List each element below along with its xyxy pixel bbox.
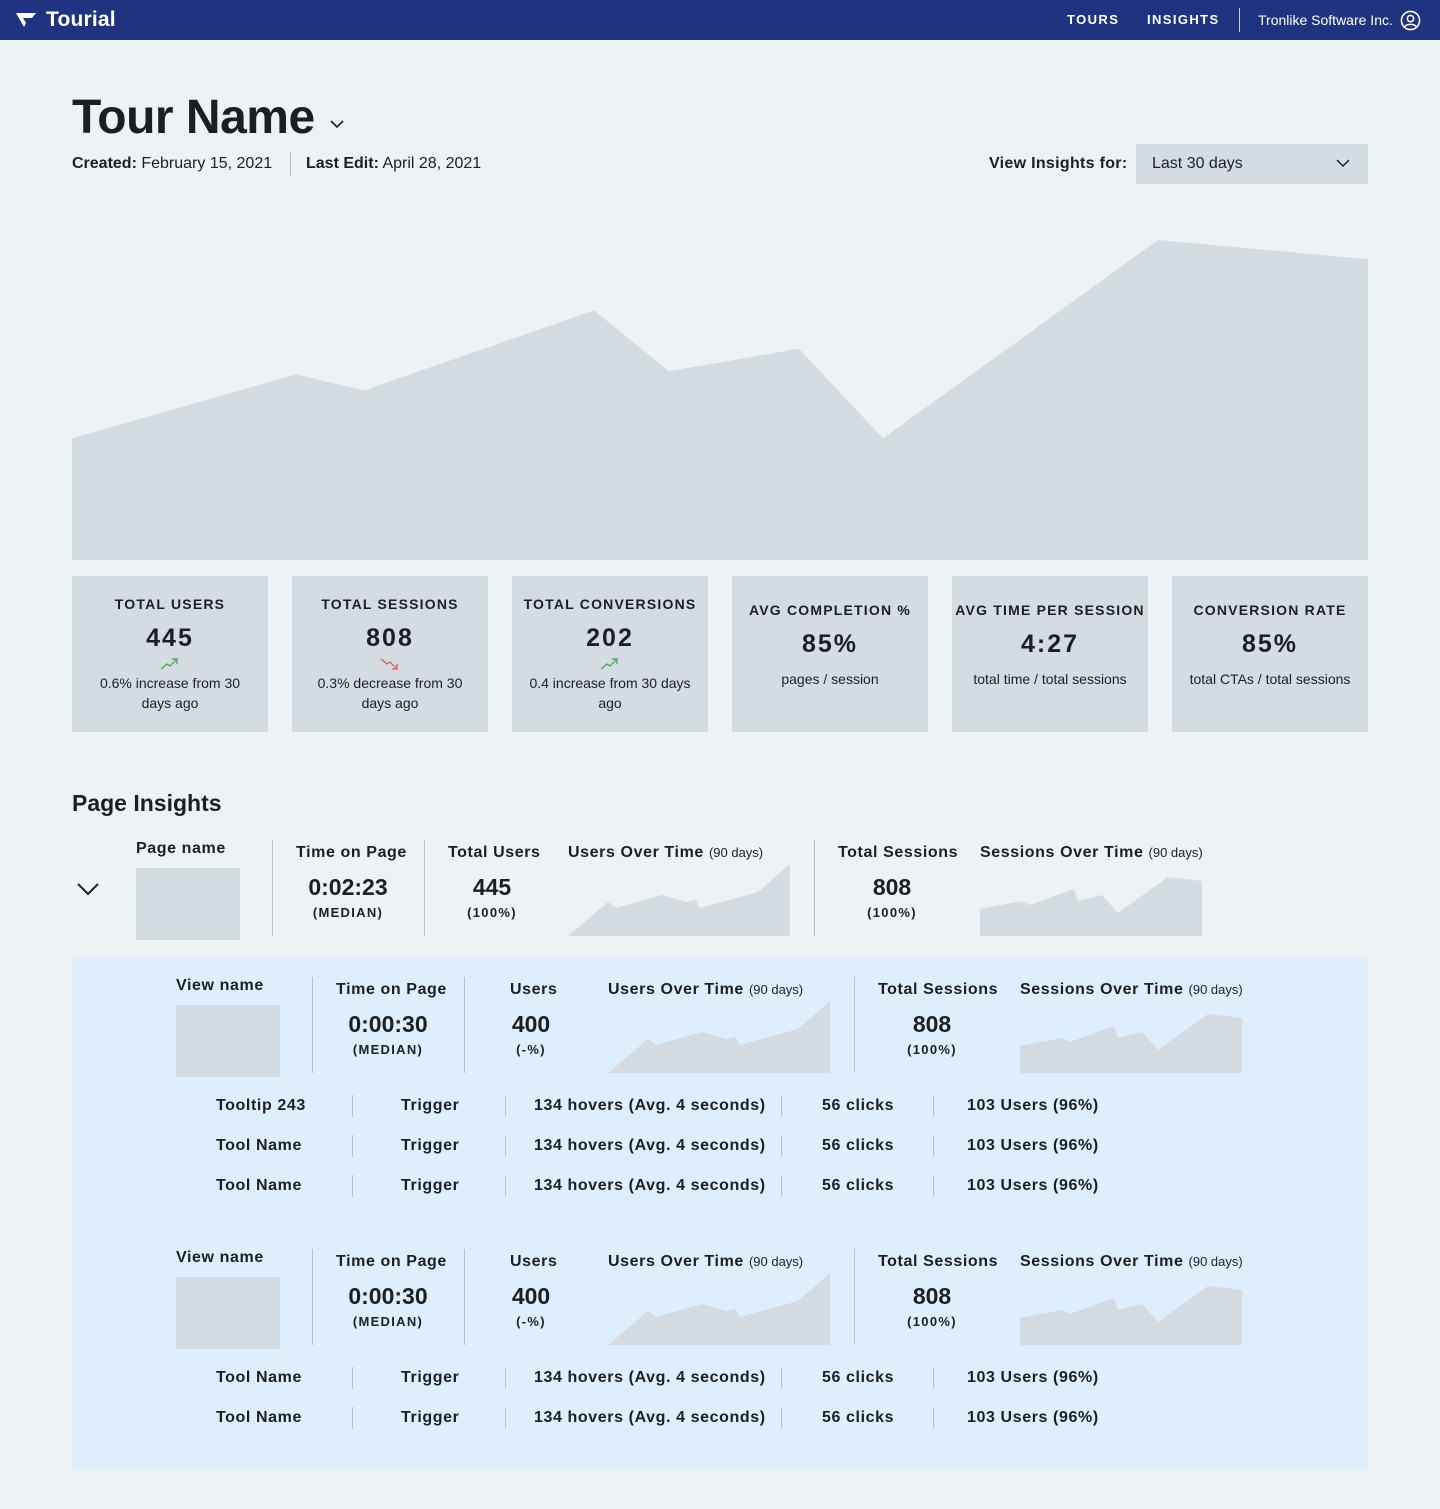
kpi-subtext: 0.4 increase from 30 days ago xyxy=(529,675,691,711)
column-divider xyxy=(464,977,465,1073)
kpi-value: 85% xyxy=(801,630,859,658)
tool-clicks: 56 clicks xyxy=(822,1177,895,1194)
tool-users: 103 Users (96%) xyxy=(967,1409,1099,1426)
time-on-page-sub: (MEDIAN) xyxy=(312,905,384,920)
nav-tours[interactable]: TOURS xyxy=(1067,12,1120,27)
sessions-over-time-label-text: Sessions Over Time xyxy=(1020,981,1184,998)
period-label: (90 days) xyxy=(1148,845,1203,860)
tool-hovers: 134 hovers (Avg. 4 seconds) xyxy=(534,1137,766,1154)
nav-insights[interactable]: INSIGHTS xyxy=(1147,12,1220,27)
column-divider xyxy=(505,1095,506,1117)
column-divider xyxy=(854,1249,855,1345)
brand-name: Tourial xyxy=(46,8,116,31)
column-divider xyxy=(781,1095,782,1117)
tool-users: 103 Users (96%) xyxy=(967,1369,1099,1386)
column-divider xyxy=(505,1407,506,1429)
kpi-value: 202 xyxy=(586,624,634,652)
view-name-label xyxy=(176,977,264,995)
tool-trigger: Trigger xyxy=(401,1369,460,1386)
kpi-card xyxy=(72,576,268,732)
created-date xyxy=(72,155,272,173)
tool-name: Tool Name xyxy=(216,1369,303,1386)
users-over-time-label xyxy=(568,844,763,862)
kpi-card xyxy=(292,576,488,732)
tool-name: Tool Name xyxy=(216,1137,303,1154)
column-divider xyxy=(933,1095,934,1117)
column-divider xyxy=(352,1367,353,1389)
last-edit-date xyxy=(306,155,481,173)
tool-users: 103 Users (96%) xyxy=(967,1137,1099,1154)
column-divider xyxy=(505,1175,506,1197)
users-over-time-label-text: Users Over Time xyxy=(608,981,744,998)
column-divider xyxy=(781,1367,782,1389)
users-label xyxy=(510,981,557,999)
view-name-label-text: View name xyxy=(176,1249,264,1266)
tool-name: Tooltip 243 xyxy=(216,1097,306,1114)
kpi-card xyxy=(1172,576,1368,732)
tool-hovers: 134 hovers (Avg. 4 seconds) xyxy=(534,1409,766,1426)
column-divider xyxy=(781,1407,782,1429)
column-divider xyxy=(352,1135,353,1157)
sessions-sparkline xyxy=(1020,1273,1242,1345)
tourial-logo-icon xyxy=(14,9,38,31)
tool-hovers: 134 hovers (Avg. 4 seconds) xyxy=(534,1369,766,1386)
users-label xyxy=(510,1253,557,1271)
period-label: (90 days) xyxy=(748,1254,804,1269)
tool-hovers: 134 hovers (Avg. 4 seconds) xyxy=(534,1177,766,1194)
kpi-subtext: pages / session xyxy=(781,671,879,687)
total-sessions-sub: (100%) xyxy=(867,905,917,920)
tour-title: Tour Name xyxy=(72,91,315,144)
period-label: (90 days) xyxy=(748,982,804,997)
column-divider xyxy=(814,840,815,936)
users-sub: (-%) xyxy=(516,1314,546,1329)
column-divider xyxy=(781,1175,782,1197)
sessions-over-time-label-text: Sessions Over Time xyxy=(1020,1253,1184,1270)
nav-divider xyxy=(1239,8,1240,32)
trend-up-icon xyxy=(600,657,620,671)
column-divider xyxy=(781,1135,782,1157)
page-insights-title: Page Insights xyxy=(72,790,222,816)
total-sessions-value: 808 xyxy=(912,1283,952,1309)
total-sessions-value: 808 xyxy=(872,874,912,900)
total-sessions-label xyxy=(878,1253,998,1271)
expand-page-chevron-icon[interactable] xyxy=(76,882,100,896)
company-name[interactable]: Tronlike Software Inc. xyxy=(1258,12,1393,28)
created-value: February 15, 2021 xyxy=(141,155,273,172)
column-divider xyxy=(352,1175,353,1197)
kpi-card xyxy=(512,576,708,732)
period-label: (90 days) xyxy=(1188,1254,1243,1269)
time-on-page-label xyxy=(296,844,407,862)
time-on-page-label-text: Time on Page xyxy=(336,981,447,998)
users-over-time-label-text: Users Over Time xyxy=(568,844,704,861)
sessions-over-time-label xyxy=(1020,1253,1243,1271)
trend-down-icon xyxy=(380,657,400,671)
sessions-over-time-label-text: Sessions Over Time xyxy=(980,844,1144,861)
column-divider xyxy=(933,1407,934,1429)
time-on-page-sub: (MEDIAN) xyxy=(352,1042,424,1057)
users-sparkline xyxy=(568,864,790,936)
time-on-page-label-text: Time on Page xyxy=(296,844,407,861)
total-users-label-text: Total Users xyxy=(448,844,541,861)
page-name-label-text: Page name xyxy=(136,840,226,857)
time-on-page-value: 0:00:30 xyxy=(348,1283,428,1309)
kpi-value: 445 xyxy=(146,624,194,652)
view-insights-label: View Insights for: xyxy=(989,155,1128,172)
users-label-text: Users xyxy=(510,1253,558,1270)
area-series xyxy=(72,240,1368,560)
time-on-page-value: 0:00:30 xyxy=(348,1011,428,1037)
column-divider xyxy=(424,840,425,936)
top-nav-bar xyxy=(0,0,1440,40)
meta-divider xyxy=(290,152,291,176)
kpi-value: 808 xyxy=(366,624,414,652)
total-sessions-label xyxy=(838,844,958,862)
users-area-chart xyxy=(72,240,1368,560)
kpi-subtext: total CTAs / total sessions xyxy=(1189,671,1351,687)
time-on-page-label xyxy=(336,1253,447,1271)
tour-select-chevron-icon[interactable] xyxy=(329,118,345,130)
users-value: 400 xyxy=(511,1283,551,1309)
tool-trigger: Trigger xyxy=(401,1409,460,1426)
time-on-page-value: 0:02:23 xyxy=(308,874,388,900)
kpi-label: TOTAL CONVERSIONS xyxy=(523,596,697,612)
column-divider xyxy=(272,840,273,936)
column-divider xyxy=(312,1249,313,1345)
kpi-value: 4:27 xyxy=(1020,630,1080,658)
total-sessions-label-text: Total Sessions xyxy=(838,844,959,861)
view-thumbnail[interactable] xyxy=(176,1277,280,1349)
column-divider xyxy=(933,1135,934,1157)
total-sessions-label-text: Total Sessions xyxy=(878,981,999,998)
sessions-over-time-label xyxy=(1020,981,1243,999)
total-sessions-value: 808 xyxy=(912,1011,952,1037)
kpi-subtext: 0.6% increase from 30 days ago xyxy=(99,675,241,711)
tool-clicks: 56 clicks xyxy=(822,1097,895,1114)
date-range-select[interactable] xyxy=(1136,144,1368,184)
view-thumbnail[interactable] xyxy=(176,1005,280,1077)
last-edit-value: April 28, 2021 xyxy=(382,155,482,172)
kpi-label: AVG TIME PER SESSION xyxy=(955,602,1145,618)
brand-logo[interactable] xyxy=(14,8,116,32)
sessions-sparkline xyxy=(980,864,1202,936)
trend-up-icon xyxy=(160,657,180,671)
column-divider xyxy=(933,1175,934,1197)
sessions-over-time-label xyxy=(980,844,1203,862)
tool-clicks: 56 clicks xyxy=(822,1409,895,1426)
tool-trigger: Trigger xyxy=(401,1137,460,1154)
date-range-value: Last 30 days xyxy=(1152,155,1243,172)
tool-name: Tool Name xyxy=(216,1409,303,1426)
total-sessions-sub: (100%) xyxy=(907,1314,957,1329)
total-users-value: 445 xyxy=(472,874,512,900)
total-sessions-sub: (100%) xyxy=(907,1042,957,1057)
tool-trigger: Trigger xyxy=(401,1097,460,1114)
user-account-icon[interactable] xyxy=(1400,10,1421,31)
total-sessions-label-text: Total Sessions xyxy=(878,1253,999,1270)
sessions-sparkline xyxy=(1020,1001,1242,1073)
users-over-time-label xyxy=(608,981,803,999)
column-divider xyxy=(933,1367,934,1389)
tool-hovers: 134 hovers (Avg. 4 seconds) xyxy=(534,1097,766,1114)
column-divider xyxy=(505,1135,506,1157)
kpi-card xyxy=(952,576,1148,732)
tool-users: 103 Users (96%) xyxy=(967,1097,1099,1114)
tool-clicks: 56 clicks xyxy=(822,1137,895,1154)
view-name-label-text: View name xyxy=(176,977,264,994)
time-on-page-label-text: Time on Page xyxy=(336,1253,447,1270)
total-sessions-label xyxy=(878,981,998,999)
chevron-down-icon xyxy=(1336,158,1350,168)
users-label-text: Users xyxy=(510,981,558,998)
kpi-value: 85% xyxy=(1241,630,1299,658)
time-on-page-label xyxy=(336,981,447,999)
users-over-time-label xyxy=(608,1253,803,1271)
time-on-page-sub: (MEDIAN) xyxy=(352,1314,424,1329)
column-divider xyxy=(352,1407,353,1429)
users-sub: (-%) xyxy=(516,1042,546,1057)
tool-users: 103 Users (96%) xyxy=(967,1177,1099,1194)
kpi-subtext: 0.3% decrease from 30 days ago xyxy=(317,675,463,711)
page-thumbnail[interactable] xyxy=(136,868,240,940)
kpi-label: CONVERSION RATE xyxy=(1193,602,1347,618)
total-users-label xyxy=(448,844,541,862)
total-users-sub: (100%) xyxy=(467,905,517,920)
column-divider xyxy=(464,1249,465,1345)
page-name-label xyxy=(136,840,226,858)
kpi-label: AVG COMPLETION % xyxy=(748,602,912,618)
tool-name: Tool Name xyxy=(216,1177,303,1194)
tool-trigger: Trigger xyxy=(401,1177,460,1194)
kpi-label: TOTAL SESSIONS xyxy=(321,596,459,612)
last-edit-label: Last Edit: xyxy=(306,155,379,172)
users-value: 400 xyxy=(511,1011,551,1037)
users-sparkline xyxy=(608,1001,830,1073)
column-divider xyxy=(352,1095,353,1117)
kpi-card xyxy=(732,576,928,732)
column-divider xyxy=(505,1367,506,1389)
view-name-label xyxy=(176,1249,264,1267)
users-sparkline xyxy=(608,1273,830,1345)
kpi-label: TOTAL USERS xyxy=(114,596,226,612)
created-label: Created: xyxy=(72,155,137,172)
column-divider xyxy=(854,977,855,1073)
users-over-time-label-text: Users Over Time xyxy=(608,1253,744,1270)
column-divider xyxy=(312,977,313,1073)
period-label: (90 days) xyxy=(708,845,764,860)
period-label: (90 days) xyxy=(1188,982,1243,997)
kpi-subtext: total time / total sessions xyxy=(973,671,1127,687)
tool-clicks: 56 clicks xyxy=(822,1369,895,1386)
